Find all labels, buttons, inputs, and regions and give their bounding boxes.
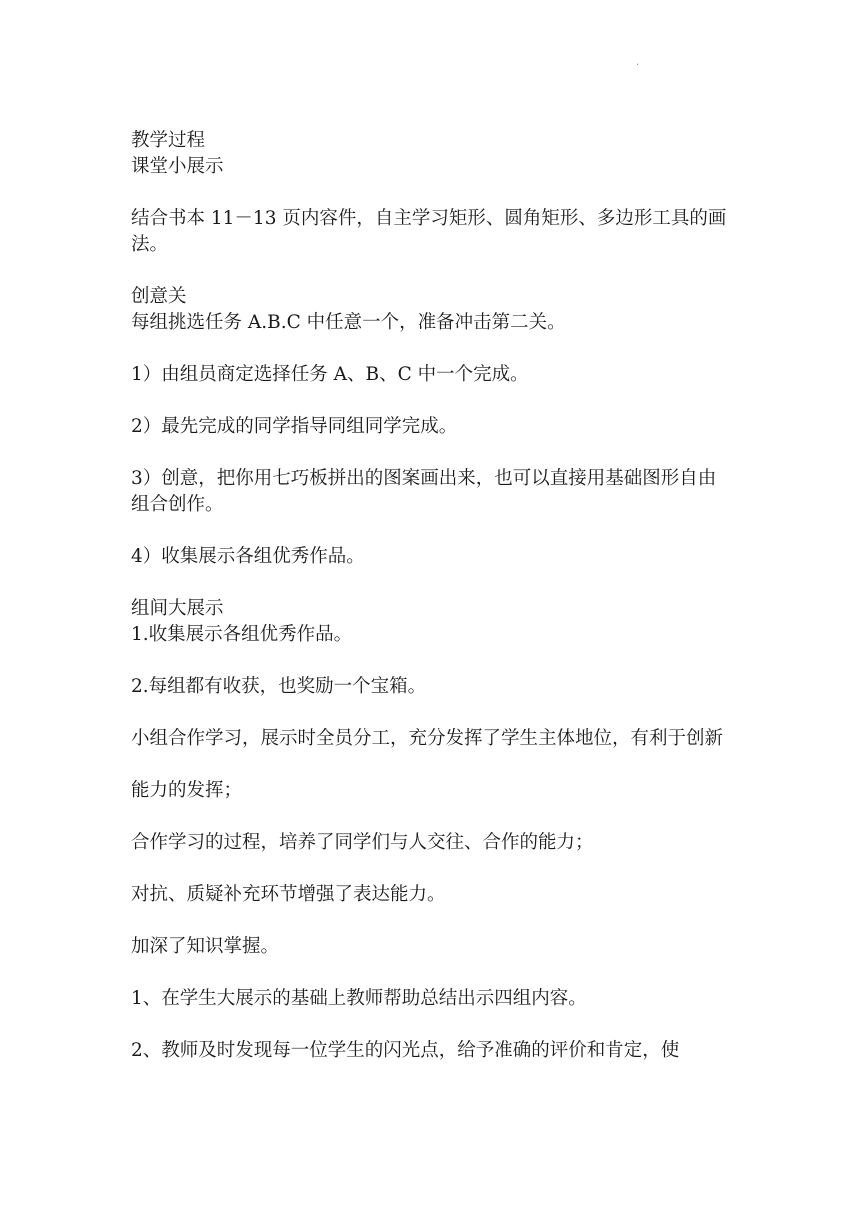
subsection-heading: 课堂小展示 (131, 156, 224, 177)
list-item: 1.收集展示各组优秀作品。 (131, 624, 353, 645)
paragraph: 结合书本 11－13 页内容件，自主学习矩形、圆角矩形、多边形工具的画法。 (131, 208, 727, 255)
section-heading: 教学过程 (131, 130, 206, 151)
paragraph: 对抗、质疑补充环节增强了表达能力。 (131, 884, 446, 905)
list-item: 4）收集展示各组优秀作品。 (131, 546, 365, 567)
list-item: 1、在学生大展示的基础上教师帮助总结出示四组内容。 (131, 988, 587, 1009)
paragraph: 小组合作学习，展示时全员分工，充分发挥了学生主体地位，有利于创新 (131, 728, 724, 749)
paragraph: 每组挑选任务 A.B.C 中任意一个，准备冲击第二关。 (131, 312, 566, 333)
list-item: 1）由组员商定选择任务 A、B、C 中一个完成。 (131, 364, 529, 385)
list-item: 2）最先完成的同学指导同组同学完成。 (131, 416, 458, 437)
subsection-heading: 创意关 (131, 286, 187, 307)
page-mark: . (636, 57, 640, 68)
list-item: 2、教师及时发现每一位学生的闪光点，给予准确的评价和肯定，使 (131, 1040, 680, 1061)
document-body (131, 128, 731, 1064)
list-item: 3）创意，把你用七巧板拼出的图案画出来，也可以直接用基础图形自由组合创作。 (131, 468, 717, 515)
paragraph: 加深了知识掌握。 (131, 936, 280, 957)
subsection-heading: 组间大展示 (131, 598, 224, 619)
paragraph: 合作学习的过程，培养了同学们与人交往、合作的能力； (131, 832, 594, 853)
list-item: 2.每组都有收获，也奖励一个宝箱。 (131, 676, 427, 697)
paragraph: 能力的发挥； (131, 780, 243, 801)
